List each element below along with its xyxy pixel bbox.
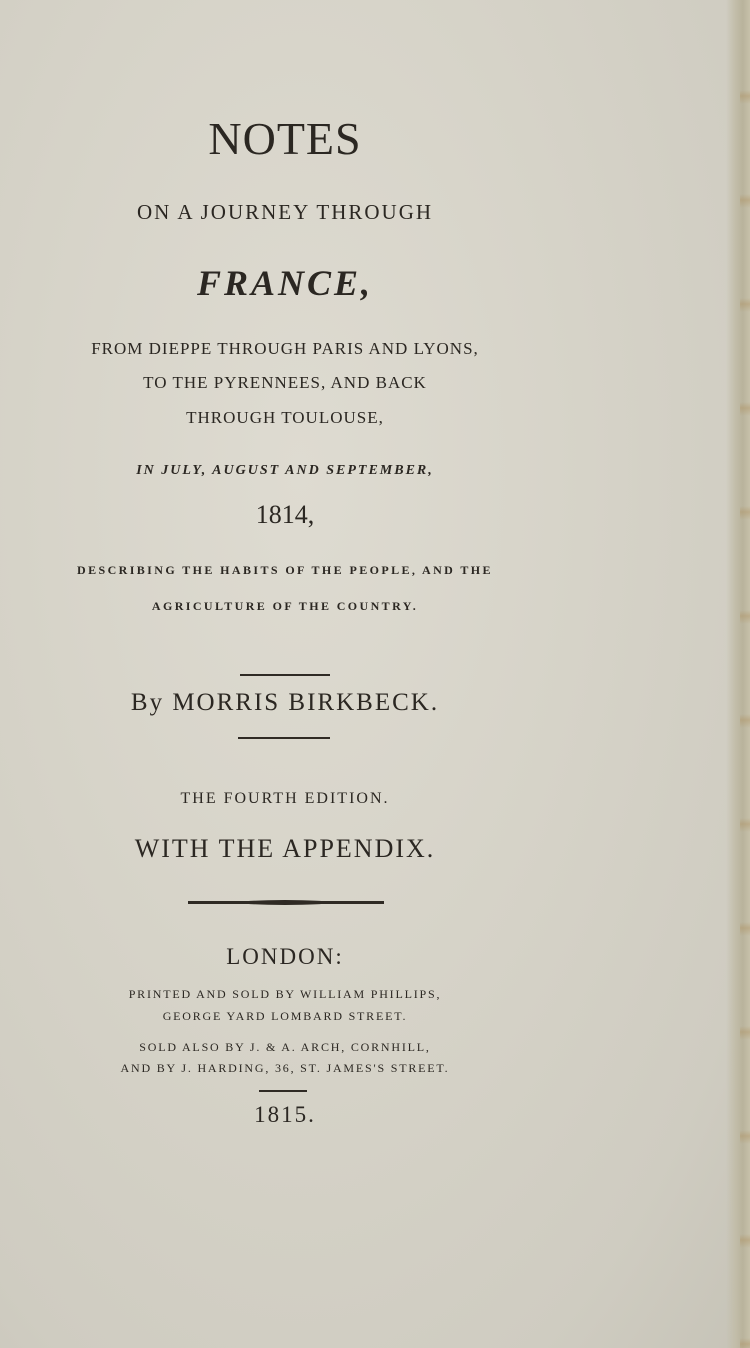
description-line: AGRICULTURE OF THE COUNTRY. [151, 599, 419, 613]
journey-months: IN JULY, AUGUST AND SEPTEMBER, [136, 463, 434, 478]
description-line: DESCRIBING THE HABITS OF THE PEOPLE, AND THE [77, 563, 493, 577]
author-line: By MORRIS BIRKBECK. [130, 689, 440, 716]
route-line: FROM DIEPPE THROUGH PARIS AND LYONS, [91, 339, 479, 358]
imprint-line: PRINTED AND SOLD BY WILLIAM PHILLIPS, [128, 987, 442, 1001]
divider-rule [238, 737, 330, 739]
publication-year: 1815. [254, 1102, 316, 1127]
divider-rule [240, 674, 330, 676]
route-line: TO THE PYRENNEES, AND BACK [143, 373, 427, 392]
divider-rule [259, 1090, 307, 1092]
imprint-line: GEORGE YARD LOMBARD STREET. [162, 1009, 408, 1023]
ornamental-rule-swell [240, 900, 330, 905]
edition-line: THE FOURTH EDITION. [180, 790, 390, 807]
journey-year: 1814, [255, 500, 315, 529]
appendix-line: WITH THE APPENDIX. [134, 834, 436, 863]
imprint-line: SOLD ALSO BY J. & A. ARCH, CORNHILL, [139, 1040, 431, 1054]
page-edge-foxing [740, 0, 750, 1348]
route-line: THROUGH TOULOUSE, [186, 408, 384, 427]
book-title: NOTES [208, 113, 362, 164]
imprint-line: AND BY J. HARDING, 36, ST. JAMES'S STREET. [120, 1061, 450, 1075]
imprint-city: LONDON: [226, 944, 344, 969]
book-subtitle: ON A JOURNEY THROUGH [136, 200, 434, 224]
country-heading: FRANCE, [196, 263, 374, 303]
